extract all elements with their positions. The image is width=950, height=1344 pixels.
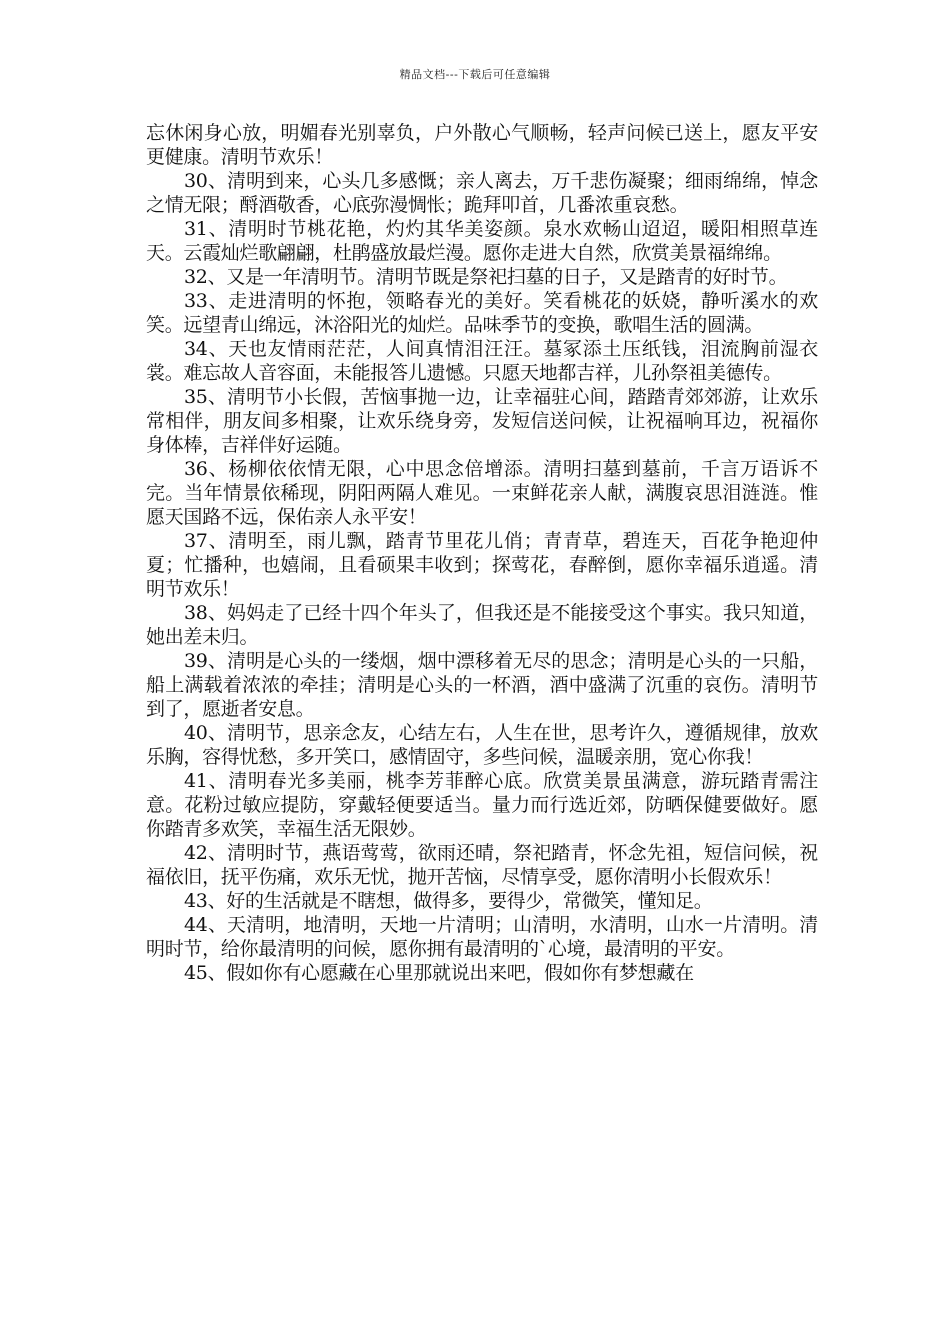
paragraph-30: 30、清明到来，心头几多感慨；亲人离去，万千悲伤凝聚；细雨绵绵，悼念之情无限；酹酒敬香，心底弥漫惆怅；跪拜叩首，几番浓重哀愁。 [146,170,818,216]
paragraph-40: 40、清明节，思亲念友，心结左右，人生在世，思考许久，遵循规律，放欢乐胸，容得忧愁，多开笑口，感情固守，多些问候，温暖亲朋，宽心你我！ [146,722,818,768]
paragraph-38: 38、妈妈走了已经十四个年头了，但我还是不能接受这个事实。我只知道，她出差未归。 [146,602,818,648]
paragraph-44: 44、天清明，地清明，天地一片清明；山清明，水清明，山水一片清明。清明时节，给你最清明的问候，愿你拥有最清明的`心境，最清明的平安。 [146,914,818,960]
paragraph-42: 42、清明时节，燕语莺莺，欲雨还晴，祭祀踏青，怀念先祖，短信问候，祝福依旧，抚平伤痛，欢乐无忧，抛开苦恼，尽情享受，愿你清明小长假欢乐！ [146,842,818,888]
paragraph-45: 45、假如你有心愿藏在心里那就说出来吧，假如你有梦想藏在 [184,962,694,984]
paragraph-35: 35、清明节小长假，苦恼事抛一边，让幸福驻心间，踏踏青郊郊游，让欢乐常相伴，朋友间多相聚，让欢乐绕身旁，发短信送问候，让祝福响耳边，祝福你身体棒，吉祥伴好运随。 [146,386,818,456]
document-body [146,121,818,985]
paragraph-continuation: 忘休闲身心放，明媚春光别辜负，户外散心气顺畅，轻声问候已送上，愿友平安更健康。清明节欢乐！ [146,122,818,168]
paragraph-32: 32、又是一年清明节。清明节既是祭祀扫墓的日子，又是踏青的好时节。 [184,266,788,288]
paragraph-34: 34、天也友情雨茫茫，人间真情泪汪汪。墓冢添土压纸钱，泪流胸前湿衣裳。难忘故人音容面，未能报答儿遗憾。只愿天地都吉祥，儿孙祭祖美德传。 [146,338,818,384]
paragraph-39: 39、清明是心头的一缕烟，烟中漂移着无尽的思念；清明是心头的一只船，船上满载着浓浓的牵挂；清明是心头的一杯酒，酒中盛满了沉重的哀伤。清明节到了，愿逝者安息。 [146,650,818,720]
paragraph-37: 37、清明至，雨儿飘，踏青节里花儿俏；青青草，碧连天，百花争艳迎仲夏；忙播种，也嬉闹，且看硕果丰收到；探莺花，春醉倒，愿你幸福乐逍遥。清明节欢乐！ [146,530,818,600]
paragraph-43: 43、好的生活就是不瞎想，做得多，要得少，常微笑，懂知足。 [184,890,713,912]
paragraph-33: 33、走进清明的怀抱，领略春光的美好。笑看桃花的妖娆，静听溪水的欢笑。远望青山绵远，沐浴阳光的灿烂。品味季节的变换，歌唱生活的圆满。 [146,290,818,336]
page-header: 精品文档---下载后可任意编辑 [399,68,551,81]
paragraph-36: 36、杨柳依依情无限，心中思念倍增添。清明扫墓到墓前，千言万语诉不完。当年情景依稀现，阴阳两隔人难见。一束鲜花亲人献，满腹哀思泪涟涟。惟愿天国路不远，保佑亲人永平安！ [146,458,818,528]
paragraph-41: 41、清明春光多美丽，桃李芳菲醉心底。欣赏美景虽满意，游玩踏青需注意。花粉过敏应提防，穿戴轻便要适当。量力而行选近郊，防晒保健要做好。愿你踏青多欢笑，幸福生活无限妙。 [146,770,818,840]
paragraph-31: 31、清明时节桃花艳，灼灼其华美姿颜。泉水欢畅山迢迢，暖阳相照草连天。云霞灿烂歌翩翩，杜鹃盛放最烂漫。愿你走进大自然，欣赏美景福绵绵。 [146,218,818,264]
